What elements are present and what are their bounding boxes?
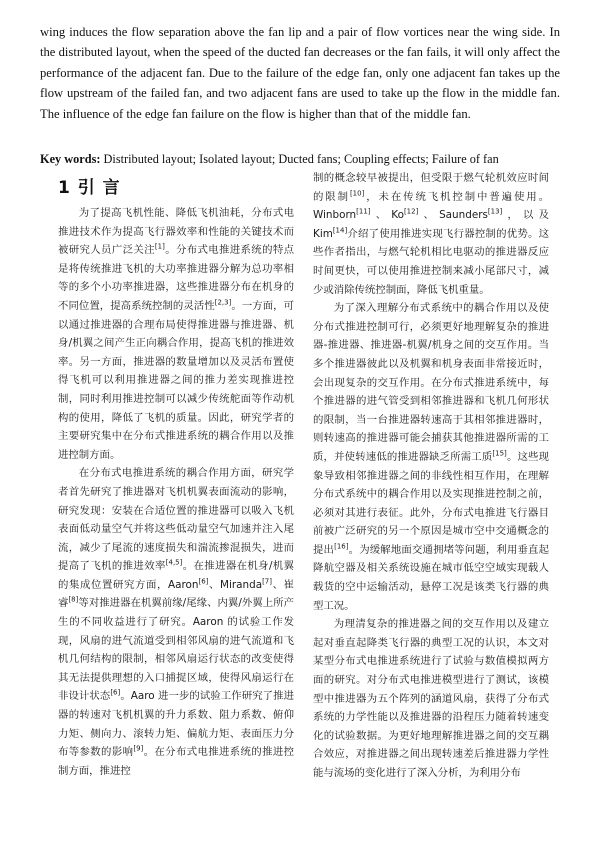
citation-marker: [1] (154, 242, 165, 251)
keywords-line (40, 151, 560, 167)
citation-marker: [7] (262, 577, 272, 586)
citation-marker: [16] (334, 542, 349, 551)
abstract-ending: wing induces the flow separation above the fan lip and a pair of flow vortices near the wing side. In the distributed layout, when the speed of the ducted fan decreases or the fan fails, it will only affect the performance of the adjacent fan. Due to the failure of the edge fan, only one adjacent fan takes up the flow upstream of the failed fan, and two adjacent fans are used to take up the flow in the middle fan. The influence of the edge fan failure on the flow is higher than that of the middle fan. (40, 25, 560, 121)
citation-marker: [9] (133, 744, 144, 753)
citation-marker: [6] (198, 577, 209, 586)
citation-marker: [12] (403, 207, 419, 216)
citation-marker: [14] (332, 226, 348, 235)
citation-marker: [2,3] (214, 298, 232, 307)
intro-paragraph-4: 为理清复杂的推进器之间的交互作用以及建立起对垂直起降类飞行器的典型工况的认识，本文对某型分布式电推进系统进行了试验与数值模拟两方面的研究。对分布式电推进模型进行了测试，该模型中推进器为五个阵列的涵道风扇，获得了分布式系统的力学性能以及推进器的沿程压力随着转速变化的试验数据。为更好地理解推进器之间的交互耦合效应，对推进器之间出现转速差后推进器力学性能与流场的变化进行了深入分析，为利用分布 (313, 618, 549, 779)
intro-paragraph-1: 为了提高飞机性能、降低飞机油耗，分布式电推进技术作为提高飞行器效率和性能的关键技术而被研究人员广泛关注[1]。分布式电推进系统的特点是将传统推进飞机的大功率推进器分解为总功率相等的多个小功率推进器，这些推进器分布在机身的不同位置，提高系统控制的灵活性[2,3]。一方面，可以通过推进器的合理布局使得推进器与推进器、机身/机翼之间产生正向耦合作用，提高飞机的推进效率。另一方面，推进器的数量增加以及灵活布置使得飞机可以利用推进器之间的推力差实现推进控制，同时利用推进控制可以减少传统舵面等作动机构的使用，降低了飞机的质量。因此，研究学者的主要研究集中在分布式推进系统的耦合作用以及推进控制方面。 (58, 207, 295, 461)
citation-marker: [10] (349, 189, 365, 198)
right-column (313, 169, 549, 783)
intro-paragraph-3: 为了深入理解分布式系统中的耦合作用以及使分布式推进控制可行，必须更好地理解复杂的推进器-推进器、推进器-机翼/机身之间的交互作用。当多个推进器彼此以及机翼和机身表面非常接近时，会出现复杂的交互作用。在分布式推进系统中，每个推进器的进气管受到相邻推进器和飞机几何形状的限制，当一台推进器转速高于其相邻推进器时，则转速高的推进器可能会捕获其他推进器所需的工质，并使转速低的推进器缺乏所需工质[15]。这些现象导致相邻推进器之间的非线性相互作用，在理解分布式系统中的耦合作用以及实现推进控制之前，必须对其进行表征。此外，分布式电推进飞行器目前被广泛研究的另一个原因是城市空中交通概念的提出[16]。为缓解地面交通拥堵等问题，利用垂直起降航空器及相关系统设施在城市低空空域实现载人载货的空中运输活动，悬停工况是该类飞行器的典型工况。 (313, 302, 550, 612)
citation-marker: [6] (110, 688, 121, 697)
section-heading (58, 177, 121, 199)
citation-marker: [4,5] (165, 558, 183, 567)
citation-marker: [11] (356, 207, 371, 216)
left-column (58, 204, 294, 780)
section-title: 引 言 (77, 178, 121, 198)
citation-marker: [8] (68, 596, 79, 604)
keywords-label: Key words: (40, 152, 101, 166)
section-number: 1 (58, 178, 71, 198)
citation-marker: [13] (487, 207, 503, 216)
keywords-text: Distributed layout; Isolated layout; Ducted fans; Coupling effects; Failure of fan (103, 152, 499, 166)
intro-paragraph-2: 在分布式电推进系统的耦合作用方面，研究学者首先研究了推进器对飞机机翼表面流动的影响，研究发现：安装在合适位置的推进器可以吸入飞机表面低动量空气并将这些低动量空气加速并注入尾流，减少了尾流的速度损失和湍流掺混损失，进而提高了飞机的推进效率[4,5]。在推进器在机身/机翼的集成位置研究方面，Aaron[6]、Miranda[7]、崔睿[8]等对推进器在机翼前缘/尾缘、内翼/外翼上所产生的不同收益进行了研究。Aaron 的试验工作发现，风扇的进气流道受到相邻风扇的进气流道和飞机几何结构的限制，相邻风扇运行状态的改变使得其无法提供理想的入口捕捉区域，使得风扇运行在非设计状态[6]。Aaro 进一步的试验工作研究了推进器的转速对飞机机翼的升力系数、阻力系数、俯仰力矩、侧向力、滚转力矩、偏航力矩、表面压力分布等参数的影响[9]。在分布式电推进系统的推进控制方面，推进控 (58, 467, 295, 777)
intro-paragraph-2-continued: 制的概念较早被提出，但受限于燃气轮机效应时间的限制[10]，未在传统飞机控制中普遍使用。Winborn[11]、Ko[12]、Saunders[13]，以及 Kim[14]介绍了使用推进实现飞行器控制的优势。这些作者指出，与燃气轮机相比电驱动的推进器反应时间更快，可以使用推进控制来减小尾部尺寸，减少或消除传统控制面，降低飞机重量。 (313, 172, 550, 296)
citation-marker: [15] (492, 449, 507, 458)
